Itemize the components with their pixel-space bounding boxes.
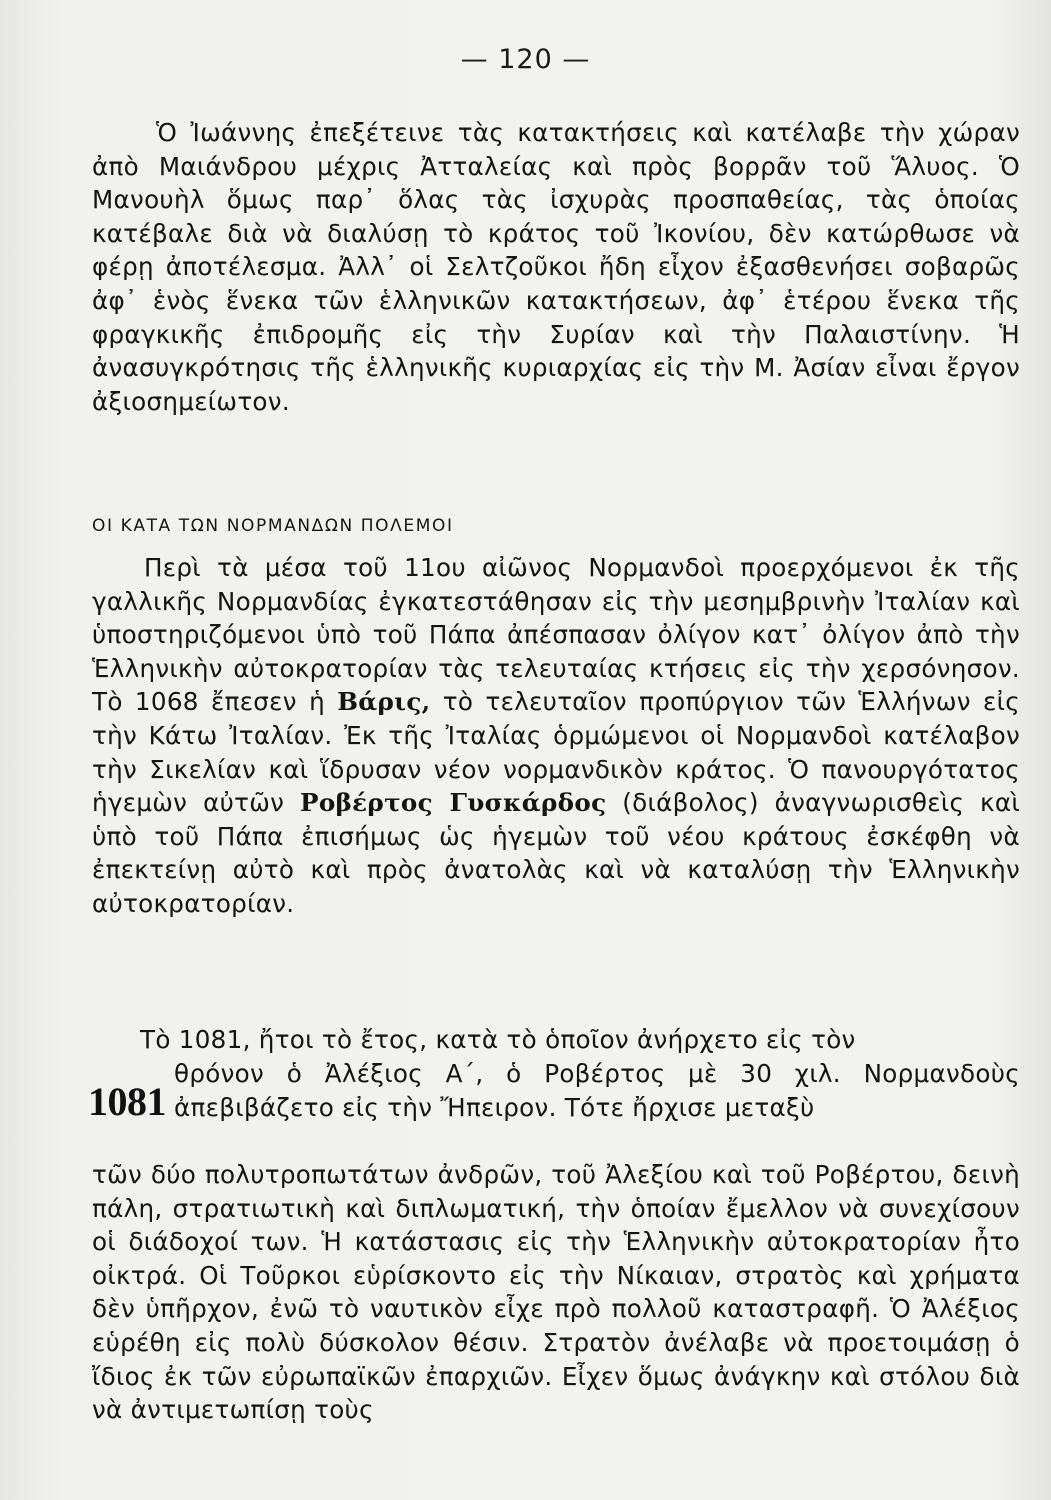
paragraph-text: Ὁ Ἰωάννης ἐπεξέτεινε τὰς κατακτήσεις καὶ κατέλαβε τὴν χώραν ἀπὸ Μαιάνδρου μέχρις Ἀτταλείας καὶ πρὸς βορρᾶν τοῦ Ἅλυος. Ὁ Μανουὴλ ὅμως παρ᾽ ὅλας τὰς ἰσχυρὰς προσπαθείας, τὰς ὁποίας κατέβαλε διὰ νὰ διαλύσῃ τὸ κράτος τοῦ Ἰκονίου, δὲν κατώρθωσε νὰ φέρῃ ἀποτέλεσμα. Ἀλλ᾽ οἱ Σελτζοῦκοι ἤδη εἶχον ἐξασθενήσει σοβαρῶς ἀφ᾽ ἑνὸς ἕνεκα τῶν ἑλληνικῶν κατακτήσεων, ἀφ᾽ ἑτέρου ἕνεκα τῆς φραγκικῆς ἐπιδρομῆς εἰς τὴν Συρίαν καὶ τὴν Παλαιστίνην. Ἡ ἀνασυγκρότησις τῆς ἑλληνικῆς κυριαρχίας εἰς τὴν Μ. Ἀσίαν εἶναι ἔργον ἀξιοσημείωτον. (92, 118, 1020, 416)
paragraph-ioannes-manuel (92, 116, 1020, 418)
bold-place-name: Βάρις, (337, 687, 431, 717)
paragraph-1081-rest: τῶν δύο πολυτροπωτάτων ἀνδρῶν, τοῦ Ἀλεξίου καὶ τοῦ Ροβέρτου, δεινὴ πάλη, στρατιωτικὴ καὶ διπλωματική, τὴν ὁποίαν ἔμελλον νὰ συνεχίσουν οἱ διάδοχοί των. Ἡ κατάστασις εἰς τὴν Ἑλληνικὴν αὐτοκρατορίαν ἦτο οἰκτρά. Οἱ Τοῦρκοι εὑρίσκοντο εἰς τὴν Νίκαιαν, στρατὸς καὶ χρήματα δὲν ὑπῆρχον, ἐνῶ τὸ ναυτικὸν εἶχε πρὸ πολλοῦ καταστραφῆ. Ὁ Ἀλέξιος εὑρέθη εἰς πολὺ δύσκολον θέσιν. Στρατὸν ἀνέλαβε νὰ προετοιμάσῃ ὁ ἴδιος ἐκ τῶν εὐρωπαϊκῶν ἐπαρχιῶν. Εἶχεν ὅμως ἀνάγκην καὶ στόλου διὰ νὰ ἀντιμετωπίσῃ τοὺς (92, 1160, 1020, 1425)
paragraph-normans (92, 551, 1020, 921)
section-heading: ΟΙ ΚΑΤΑ ΤΩΝ ΝΟΡΜΑΝΔΩΝ ΠΟΛΕΜΟΙ (92, 516, 454, 536)
paragraph-text: τὸ τελευταῖον προπύργιον τῶν Ἑλλήνων εἰς τὴν Κάτω Ἰταλίαν. Ἐκ τῆς Ἰταλίας ὁρμώμενοι οἱ Νορμανδοὶ κατέλαβον τὴν Σικελίαν καὶ ἵδρυσαν νέον νορμανδικὸν κράτος. Ὁ πανουργότατος ἡγεμὼν αὐτῶν (92, 687, 1020, 818)
bold-person-name: Ροβέρτος Γυσκάρδος (300, 788, 607, 818)
paragraph-1081-first-line: Τὸ 1081, ἤτοι τὸ ἔτος, κατὰ τὸ ὁποῖον ἀνήρχετο εἰς τὸν (140, 1025, 856, 1054)
page-number: — 120 — (460, 44, 591, 75)
paragraph-text: Περὶ τὰ μέσα τοῦ 11ου αἰῶνος Νορμανδοὶ προερχόμενοι ἐκ τῆς γαλλικῆς Νορμανδίας ἐγκατεστάθησαν εἰς τὴν μεσημβρινὴν Ἰταλίαν καὶ ὑποστηριζόμενοι ὑπὸ τοῦ Πάπα ἀπέσπασαν ὀλίγον κατ᾽ ὀλίγον ἀπὸ τὴν Ἑλληνικὴν αὐτοκρατορίαν τὰς τελευταίας κτήσεις εἰς τὴν χερσόνησον. Τὸ 1068 ἔπεσεν ἡ (92, 553, 1020, 717)
paragraph-1081-indented: θρόνον ὁ Ἀλέξιος Α΄, ὁ Ροβέρτος μὲ 30 χιλ. Νορμανδοὺς ἀπεβιβάζετο εἰς τὴν Ἤπειρον. Τότε ἤρχισε μεταξὺ (174, 1059, 1020, 1122)
paragraph-text: (διάβολος) ἀναγνωρισθεὶς καὶ ὑπὸ τοῦ Πάπα ἐπισήμως ὡς ἡγεμὼν τοῦ νέου κράτους ἐσκέφθη νὰ ἐπεκτείνῃ αὐτὸ καὶ πρὸς ἀνατολὰς καὶ νὰ καταλύσῃ τὴν Ἑλληνικὴν αὐτοκρατορίαν. (92, 788, 1020, 918)
margin-year-note: 1081 (88, 1079, 166, 1124)
